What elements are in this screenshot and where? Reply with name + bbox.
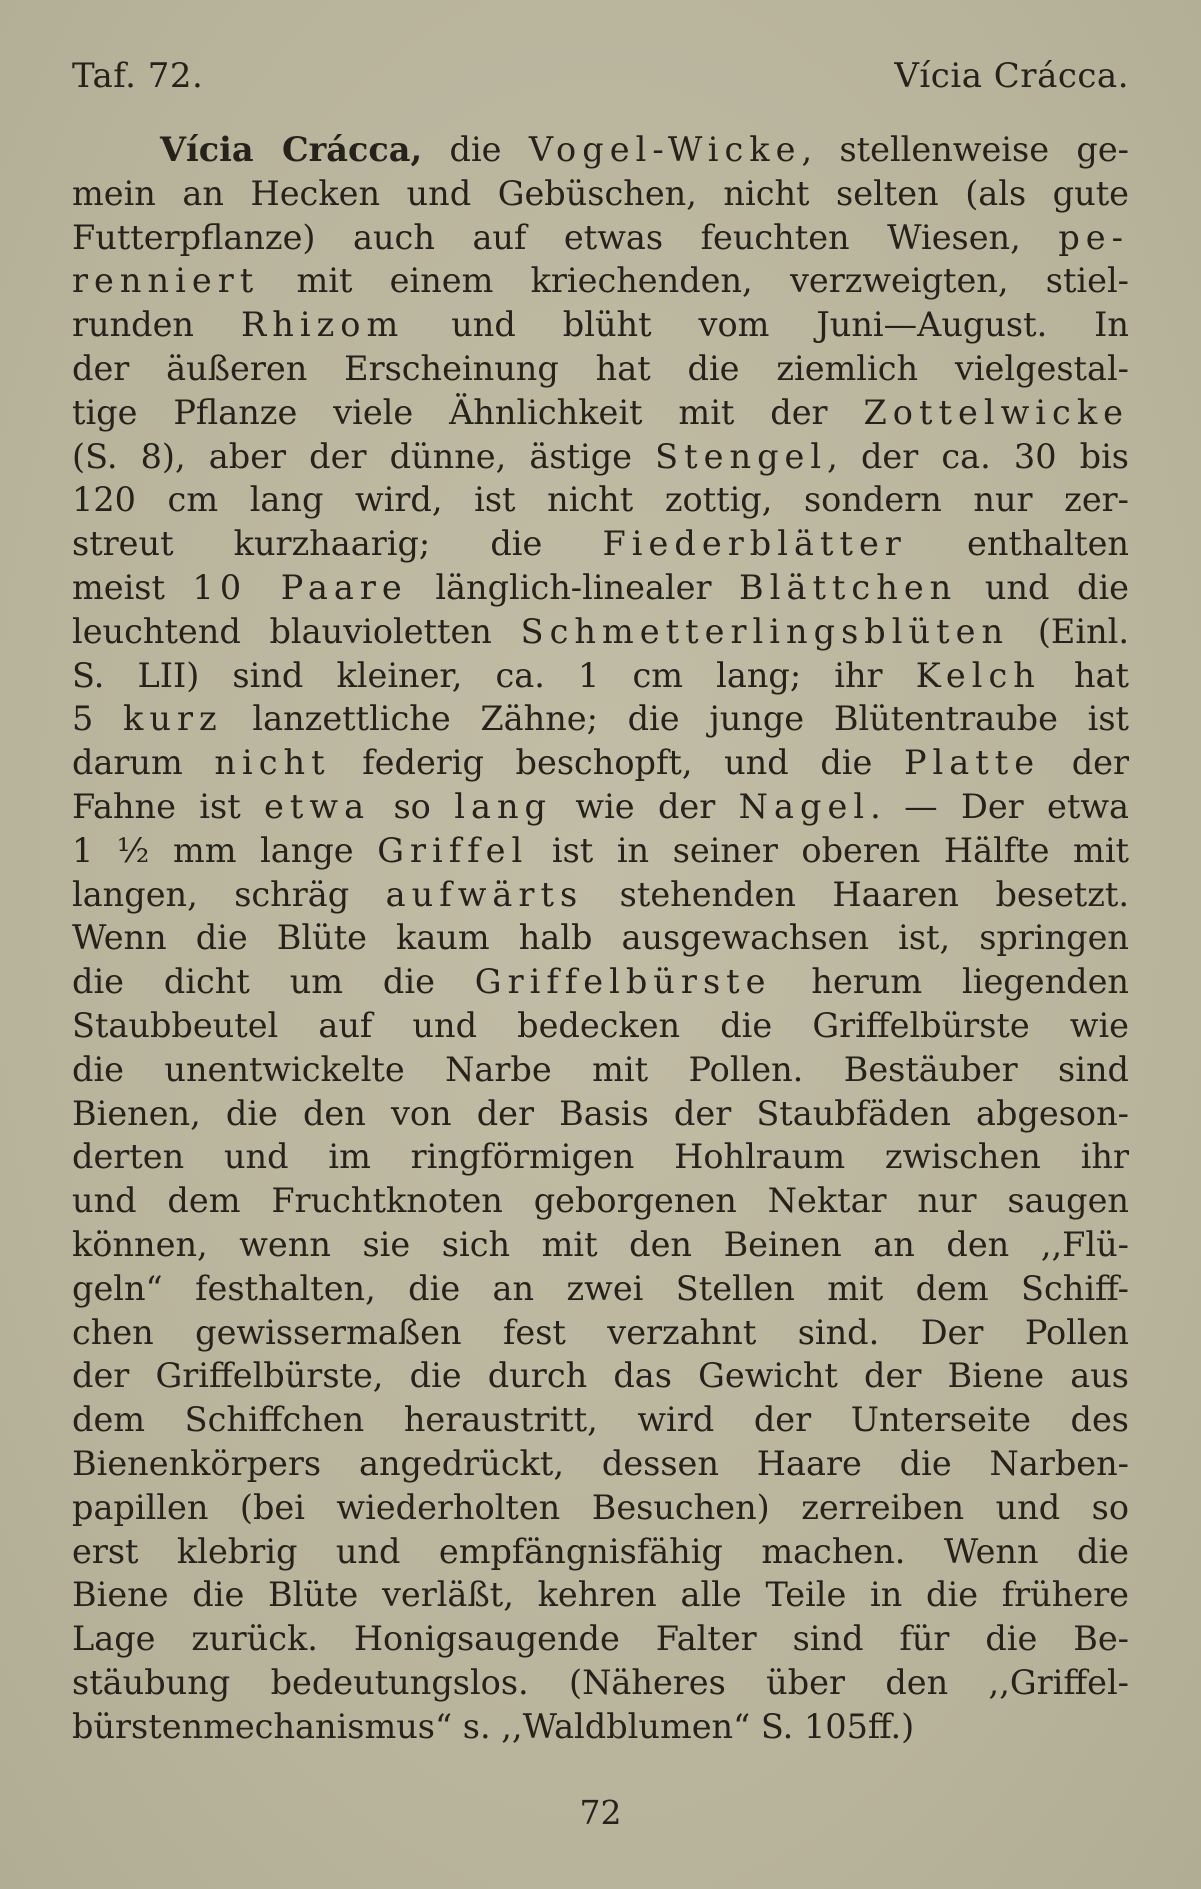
text-run: , stellenweise ge- — [801, 130, 1130, 169]
spaced-term: pe- — [1058, 217, 1129, 257]
text-line: Biene die Blüte verläßt, kehren alle Teile in die frühere — [72, 1575, 1129, 1615]
text-run: streut kurzhaarig; die — [72, 524, 603, 564]
text-run: ist in seiner oberen Hälfte mit — [528, 830, 1129, 870]
text-run: herum liegenden — [771, 962, 1129, 1002]
common-name: Vogel-Wicke — [528, 130, 802, 169]
running-header — [72, 52, 1129, 100]
text-line — [72, 610, 1129, 654]
running-title: Vícia Crácca. — [894, 56, 1129, 96]
text-line — [72, 216, 1129, 260]
text-line: dem Schiffchen heraustritt, wird der Unterseite des — [72, 1400, 1129, 1440]
spaced-term: Griffelbürste — [474, 962, 772, 1002]
text-line: Wenn die Blüte kaum halb ausgewachsen ist, springen — [72, 918, 1129, 958]
spaced-term: Nagel — [738, 786, 871, 826]
text-run: so — [370, 786, 455, 826]
spaced-term: etwa — [264, 786, 371, 826]
text-run: und blüht vom Juni—August. In — [404, 305, 1129, 345]
text-run: 1 ½ mm lange — [72, 830, 378, 870]
text-line: derten und im ringförmigen Hohlraum zwischen ihr — [72, 1137, 1129, 1177]
text-line: erst klebrig und empfängnisfähig machen. Wenn die — [72, 1531, 1129, 1571]
text-line: die unentwickelte Narbe mit Pollen. Bestäuber sind — [72, 1049, 1129, 1089]
text-run: stehenden Haaren besetzt. — [583, 874, 1129, 914]
text-line — [72, 741, 1129, 785]
plate-number: Taf. 72. — [72, 56, 204, 96]
text-run: mit einem kriechenden, verzweigten, stiel- — [259, 261, 1129, 301]
text-line: können, wenn sie sich mit den Beinen an den ,,Flü- — [72, 1224, 1129, 1264]
spaced-term: Rhizom — [240, 305, 405, 345]
spaced-term: Kelch — [915, 655, 1041, 695]
text-line — [72, 391, 1129, 435]
spaced-term: Platte — [903, 743, 1041, 783]
spaced-term: Schmetterlingsblüten — [520, 611, 1010, 651]
text-run: länglich-linealer — [407, 567, 740, 607]
spaced-term: 10 Paare — [192, 567, 408, 607]
spaced-term: Blättchen — [739, 567, 958, 607]
text-run: . — Der etwa — [870, 786, 1129, 826]
text-run: tige Pflanze viele Ähnlichkeit mit der — [72, 392, 864, 432]
text-run: die dicht um die — [72, 962, 475, 1002]
text-line — [72, 303, 1129, 347]
text-run: , der ca. 30 bis — [827, 436, 1130, 476]
text-line — [72, 654, 1129, 698]
text-line: Bienen, die den von der Basis der Staubfäden abgeson- — [72, 1093, 1129, 1133]
text-line: Staubbeutel auf und bedecken die Griffelbürste wie — [72, 1005, 1129, 1045]
spaced-term: renniert — [72, 261, 260, 301]
text-line: der Griffelbürste, die durch das Gewicht der Biene aus — [72, 1356, 1129, 1396]
text-run: enthalten — [906, 524, 1129, 564]
text-line: bürstenmechanismus“ s. ,,Waldblumen“ S. 105ff.) — [72, 1706, 915, 1746]
spaced-term: kurz — [123, 699, 223, 739]
spaced-term: Zottelwicke — [863, 392, 1129, 432]
text-line: mein an Hecken und Gebüschen, nicht selten (als gute — [72, 173, 1129, 213]
text-line — [72, 785, 1129, 829]
text-line: Lage zurück. Honigsaugende Falter sind für die Be- — [72, 1619, 1129, 1659]
text-line — [72, 697, 1129, 741]
text-run: der — [1040, 743, 1130, 783]
text-line: chen gewissermaßen fest verzahnt sind. Der Pollen — [72, 1312, 1129, 1352]
text-line: stäubung bedeutungslos. (Näheres über den ,,Griffel- — [72, 1662, 1129, 1702]
text-line: Bienenkörpers angedrückt, dessen Haare die Narben- — [72, 1443, 1129, 1483]
text-line: geln“ festhalten, die an zwei Stellen mit dem Schiff- — [72, 1268, 1129, 1308]
spaced-term: Stengel — [655, 436, 828, 476]
text-line — [72, 128, 1129, 172]
text-run: meist — [72, 567, 193, 607]
text-line — [72, 960, 1129, 1004]
text-run: und die — [957, 567, 1129, 607]
text-line — [72, 829, 1129, 873]
text-line — [72, 522, 1129, 566]
text-run: darum — [72, 743, 215, 783]
spaced-term: lang — [454, 786, 553, 826]
text-run: lanzettliche Zähne; die junge Blütentraube ist — [222, 699, 1129, 739]
spaced-term: Griffel — [377, 830, 529, 870]
text-line: 120 cm lang wird, ist nicht zottig, sondern nur zer- — [72, 480, 1129, 520]
text-run: runden — [72, 305, 241, 345]
species-description — [72, 128, 1129, 1748]
text-run: federig beschopft, und die — [330, 743, 904, 783]
text-run: hat — [1040, 655, 1129, 695]
text-line: der äußeren Erscheinung hat die ziemlich vielgestal- — [72, 348, 1129, 388]
species-name: Vícia Crácca, — [160, 130, 423, 169]
page-number: 72 — [579, 1793, 622, 1832]
text-line — [72, 259, 1129, 303]
text-line: papillen (bei wiederholten Besuchen) zerreiben und so — [72, 1487, 1129, 1527]
text-run: leuchtend blauvioletten — [72, 611, 521, 651]
spaced-term: nicht — [214, 743, 331, 783]
text-run: die — [422, 130, 529, 169]
text-line: und dem Fruchtknoten geborgenen Nektar nur saugen — [72, 1181, 1129, 1221]
text-run: S. LII) sind kleiner, ca. 1 cm lang; ihr — [72, 655, 916, 695]
text-run: langen, schräg — [72, 874, 386, 914]
text-run: Futterpflanze) auch auf etwas feuchten Wiesen, — [72, 217, 1059, 257]
text-line — [72, 566, 1129, 610]
spaced-term: Fiederblätter — [602, 524, 907, 564]
spaced-term: aufwärts — [385, 874, 584, 914]
text-line — [72, 873, 1129, 917]
text-run: wie der — [552, 786, 739, 826]
text-run: (S. 8), aber der dünne, ästige — [72, 436, 656, 476]
text-run: 5 — [72, 699, 124, 739]
text-run: (Einl. — [1009, 611, 1130, 651]
text-run: Fahne ist — [72, 786, 265, 826]
text-line — [72, 435, 1129, 479]
